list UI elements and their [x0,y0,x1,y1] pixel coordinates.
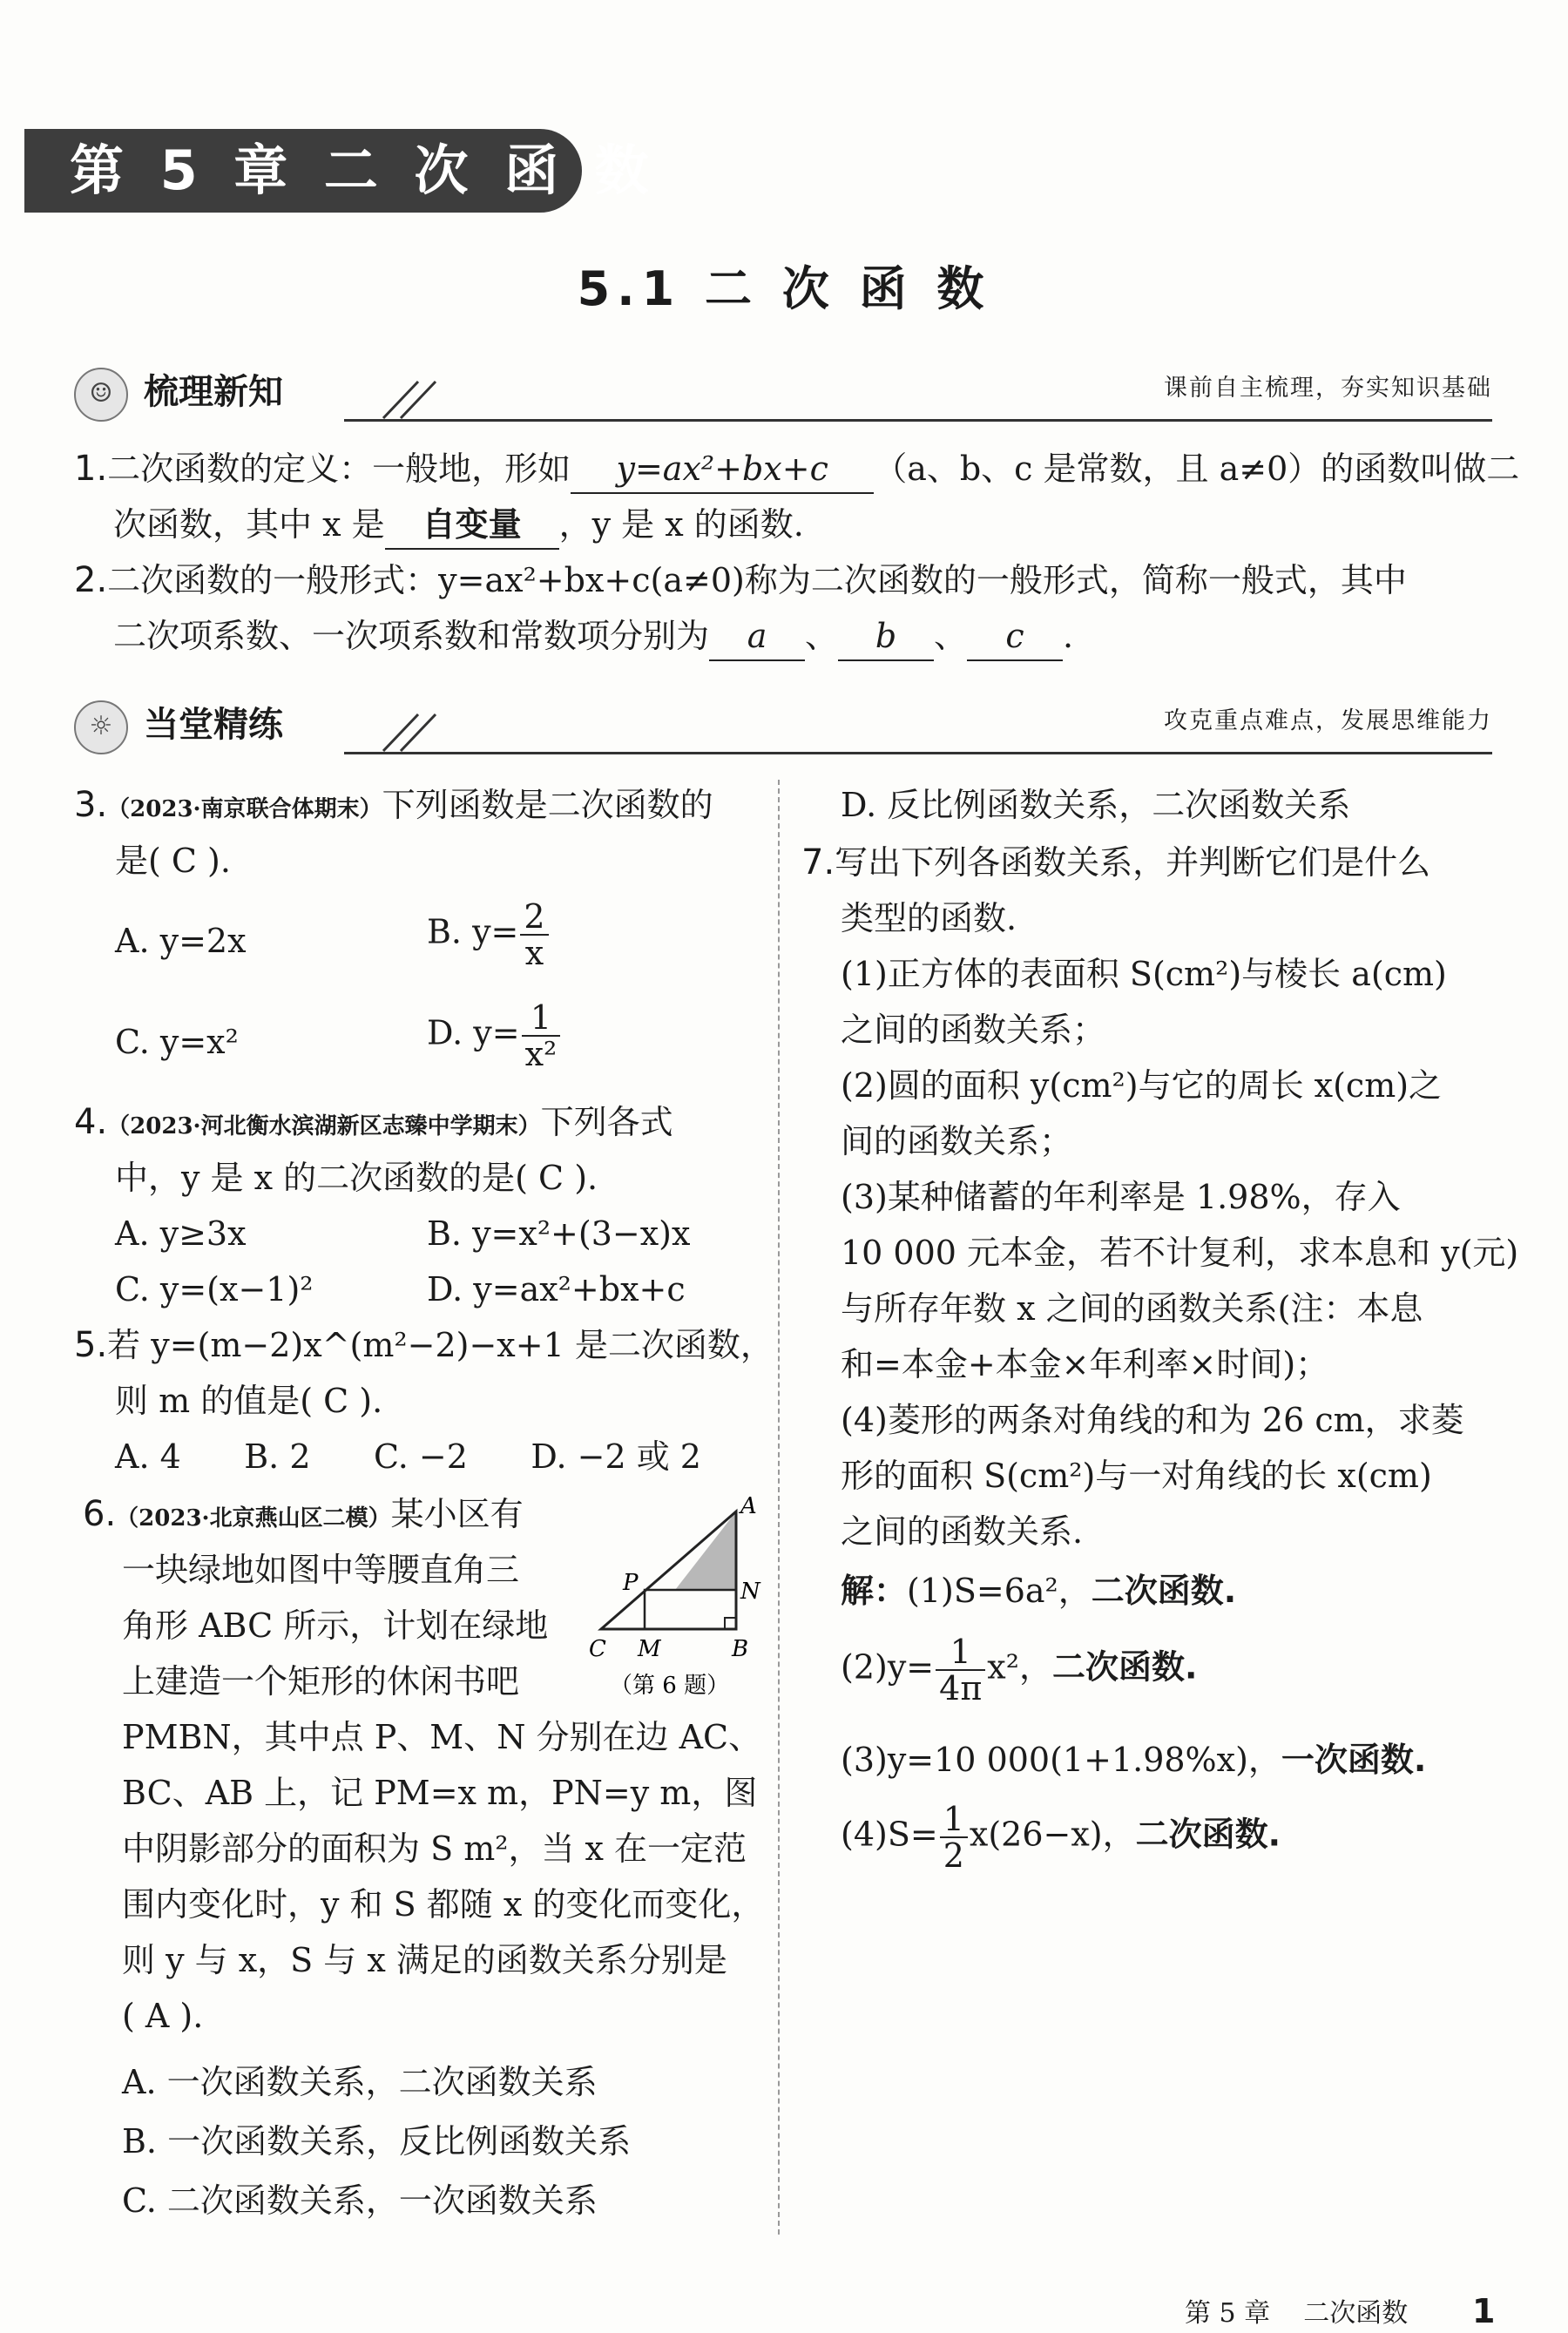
column-divider [778,780,780,2235]
q3-option-b [427,899,551,970]
q2-blank-c: c [967,612,1063,661]
q6-line: PMBN，其中点 P、M、N 分别在边 AC、 [122,1718,762,1756]
answer-expression: (1)S=6a²， [907,1572,1092,1610]
q2-number: 2. [74,560,108,600]
q1-answer-blank2: 自变量 [385,501,559,550]
q7-answer-2 [841,1634,1197,1706]
q2-line1 [74,552,1407,608]
q4-line1 [74,1094,673,1154]
q6-line: 角形 ABC 所示，计划在绿地 [122,1606,549,1645]
answer-expression: (3)y=10 000(1+1.98%x)， [841,1741,1281,1779]
rectangle-pmbn [645,1590,736,1629]
label-n: N [740,1579,760,1605]
slash-decoration [375,707,444,753]
label-p: P [623,1570,639,1596]
answer-expression: x²， [987,1647,1052,1687]
slash-decoration [375,375,444,420]
q3-text: 下列函数是二次函数的 [382,786,713,824]
q7-line: (1)正方体的表面积 S(cm²)与棱长 a(cm) [841,955,1447,993]
section-title: 5.1 二 次 函 数 [577,261,991,316]
q7-line: 间的函数关系； [841,1122,1073,1160]
q3-source: （2023·南京联合体期末） [107,796,382,822]
q3-option-b-text: B. y= [427,912,519,951]
q3-number: 3. [74,785,108,825]
q6-option-d: D. 反比例函数关系，二次函数关系 [841,786,1351,824]
q1-text-a: 二次函数的定义：一般地，形如 [107,450,571,488]
q7-line: 形的面积 S(cm²)与一对角线的长 x(cm) [841,1457,1432,1495]
q4-text: 下列各式 [540,1103,673,1141]
fraction-numerator: 1 [522,1000,561,1037]
page-footer: 第 5 章 二次函数 [1185,2298,1409,2329]
q3-option-a: A. y=2x [115,922,247,960]
q4-number: 4. [74,1102,108,1142]
practice-heading: 当堂精练 [144,705,283,745]
q6-source: （2023·北京燕山区二模） [116,1505,391,1532]
q1-text-b: （a、b、c 是常数，且 a≠0）的函数叫做二 [874,450,1520,488]
answer-expression: (2)y= [841,1647,935,1687]
page-number: 1 [1472,2292,1496,2330]
review-heading: 梳理新知 [144,372,283,412]
q4-option-d: D. y=ax²+bx+c [427,1270,686,1309]
q6-line: 中阴影部分的面积为 S m²，当 x 在一定范 [122,1829,747,1868]
fraction-numerator: 1 [940,1802,968,1838]
q7-answer-3 [841,1732,1426,1788]
q6-line1 [83,1486,524,1546]
answer-expression: x(26−x)， [969,1815,1136,1854]
lightbulb-icon: ☼ [74,700,128,754]
q7-text: 写出下列各函数关系，并判断它们是什么 [835,843,1431,882]
q6-option-c: C. 二次函数关系，一次函数关系 [122,2181,598,2220]
q3-line2: 是( C ). [115,842,231,880]
fraction-denominator: x [524,934,544,972]
q7-line: 10 000 元本金，若不计复利，求本息和 y(元) [841,1234,1519,1272]
q7-line: (4)菱形的两条对角线的和为 26 cm，求菱 [841,1401,1464,1439]
answer-prefix: 解： [841,1572,908,1610]
review-subtitle: 课前自主梳理，夯实知识基础 [1164,375,1492,402]
q1-line2 [113,497,804,552]
q4-option-a: A. y≥3x [115,1214,247,1253]
fraction-numerator: 1 [936,1634,985,1671]
q7-line: 之间的函数关系. [841,1512,1084,1551]
q1-line1 [74,441,1519,497]
practice-subtitle: 攻克重点难点，发展思维能力 [1164,707,1492,734]
q2-blank-b: b [838,612,934,661]
answer-expression: (4)S= [841,1815,938,1854]
q2-sep: 、 [805,617,839,655]
q4-source: （2023·河北衡水滨湖新区志臻中学期末） [107,1113,541,1139]
q1-text-c: 次函数，其中 x 是 [113,505,385,544]
q4-line2: 中，y 是 x 的二次函数的是( C ). [115,1159,598,1197]
practice-section-header [74,697,1492,758]
label-c: C [589,1636,606,1662]
q7-line: 之间的函数关系； [841,1011,1106,1049]
answer-type: 二次函数. [1051,1647,1198,1687]
q4-option-b: B. y=x²+(3−x)x [427,1214,691,1253]
q7-line: 和=本金+本金×年利率×时间)； [841,1345,1329,1383]
q4-option-c: C. y=(x−1)² [115,1270,314,1309]
q6-text: 某小区有 [390,1495,524,1533]
q6-triangle-figure [575,1494,775,1703]
fraction-denominator: 4π [939,1669,983,1707]
q5-number: 5. [74,1325,108,1365]
q2-end: . [1063,617,1074,655]
fraction-denominator: x² [524,1035,558,1073]
head-icon: ☺ [74,368,128,422]
q6-line: 一块绿地如图中等腰直角三 [122,1551,520,1589]
q1-answer-blank: y=ax²+bx+c [571,445,874,494]
q2-blank-a: a [709,612,805,661]
label-a: A [740,1494,757,1519]
q7-number: 7. [801,842,835,882]
head-rule [344,419,1492,422]
q2-text-b: 二次项系数、一次项系数和常数项分别为 [113,617,710,655]
head-rule [344,752,1492,754]
q3-option-c: C. y=x² [115,1023,239,1061]
chapter-title: 第 5 章 二 次 函 数 [24,129,582,213]
q5-line1 [74,1317,774,1373]
label-m: M [638,1636,661,1662]
q6-line: 围内变化时，y 和 S 都随 x 的变化而变化， [122,1885,765,1924]
answer-type: 二次函数. [1091,1572,1237,1610]
q6-number: 6. [83,1494,117,1534]
q3-line1 [74,777,713,837]
figure-caption: （第 6 题） [610,1673,730,1699]
q6-line: 上建造一个矩形的休闲书吧 [122,1662,520,1701]
q6-line: BC、AB 上，记 PM=x m，PN=y m，图 [122,1774,758,1812]
label-b: B [732,1636,749,1662]
q6-line: ( A ). [122,1997,204,2035]
q5-options: A. 4 B. 2 C. −2 D. −2 或 2 [115,1437,701,1476]
q5-line2: 则 m 的值是( C ). [115,1382,383,1420]
q7-answer-1 [841,1563,1236,1619]
fraction-numerator: 2 [520,899,548,936]
q6-line: 则 y 与 x，S 与 x 满足的函数关系分别是 [122,1941,727,1979]
q2-sep: 、 [934,617,968,655]
q7-line1 [801,835,1430,890]
q1-text-d: ，y 是 x 的函数. [558,505,804,544]
q7-line: (3)某种储蓄的年利率是 1.98%，存入 [841,1178,1401,1216]
q7-line: 与所存年数 x 之间的函数关系(注：本息 [841,1289,1423,1328]
q1-number: 1. [74,449,108,489]
q2-line2 [113,608,1073,664]
fraction-denominator: 2 [943,1836,964,1875]
q3-option-d [427,1000,562,1072]
answer-type: 一次函数. [1281,1741,1427,1779]
q3-option-d-text: D. y= [427,1013,520,1052]
q7-line: (2)圆的面积 y(cm²)与它的周长 x(cm)之 [841,1066,1443,1105]
q6-option-a: A. 一次函数关系，二次函数关系 [122,2063,598,2101]
q5-text: 若 y=(m−2)x^(m²−2)−x+1 是二次函数， [107,1326,774,1364]
q7-answer-4 [841,1802,1281,1873]
q7-line: 类型的函数. [841,899,1017,937]
q2-text: 二次函数的一般形式：y=ax²+bx+c(a≠0)称为二次函数的一般形式，简称一般式，其中 [107,561,1407,599]
answer-type: 二次函数. [1135,1815,1281,1854]
q6-option-b: B. 一次函数关系，反比例函数关系 [122,2122,632,2161]
review-section-header [74,364,1492,425]
